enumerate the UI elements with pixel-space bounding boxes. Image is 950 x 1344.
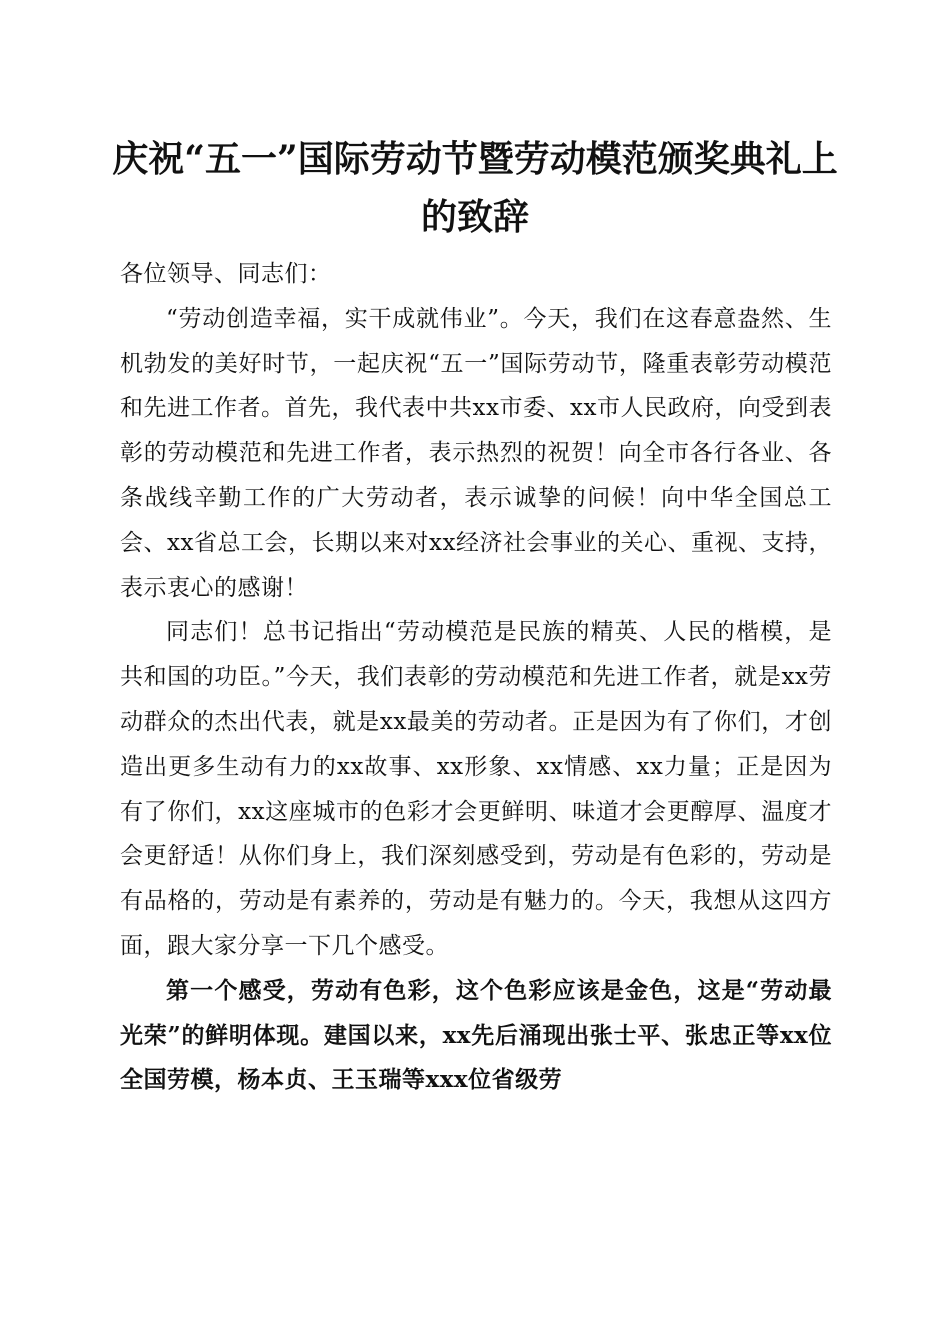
document-body	[120, 252, 832, 1103]
document-title: 庆祝“五一”国际劳动节暨劳动模范颁奖典礼上的致辞	[112, 138, 838, 238]
paragraph-first-feeling: 第一个感受，劳动有色彩，这个色彩应该是金色，这是“劳动最光荣”的鲜明体现。建国以来，xx先后涌现出张士平、张忠正等xx位全国劳模，杨本贞、王玉瑞等xxx位省级劳	[120, 976, 832, 1094]
salutation: 各位领导、同志们：	[120, 261, 332, 287]
paragraph-1: “劳动创造幸福，实干成就伟业”。今天，我们在这春意盎然、生机勃发的美好时节，一起庆祝“五一”国际劳动节，隆重表彰劳动模范和先进工作者。首先，我代表中共xx市委、xx市人民政府，向受到表彰的劳动模范和先进工作者，表示热烈的祝贺！向全市各行各业、各条战线辛勤工作的广大劳动者，表示诚挚的问候！向中华全国总工会、xx省总工会，长期以来对xx经济社会事业的关心、重视、支持，表示衷心的感谢！	[120, 305, 832, 601]
paragraph-2: 同志们！总书记指出“劳动模范是民族的精英、人民的楷模，是共和国的功臣。”今天，我们表彰的劳动模范和先进工作者，就是xx劳动群众的杰出代表，就是xx最美的劳动者。正是因为有了你们，才创造出更多生动有力的xx故事、xx形象、xx情感、xx力量；正是因为有了你们，xx这座城市的色彩才会更鲜明、味道才会更醇厚、温度才会更舒适！从你们身上，我们深刻感受到，劳动是有色彩的，劳动是有品格的，劳动是有素养的，劳动是有魅力的。今天，我想从这四方面，跟大家分享一下几个感受。	[120, 619, 832, 959]
